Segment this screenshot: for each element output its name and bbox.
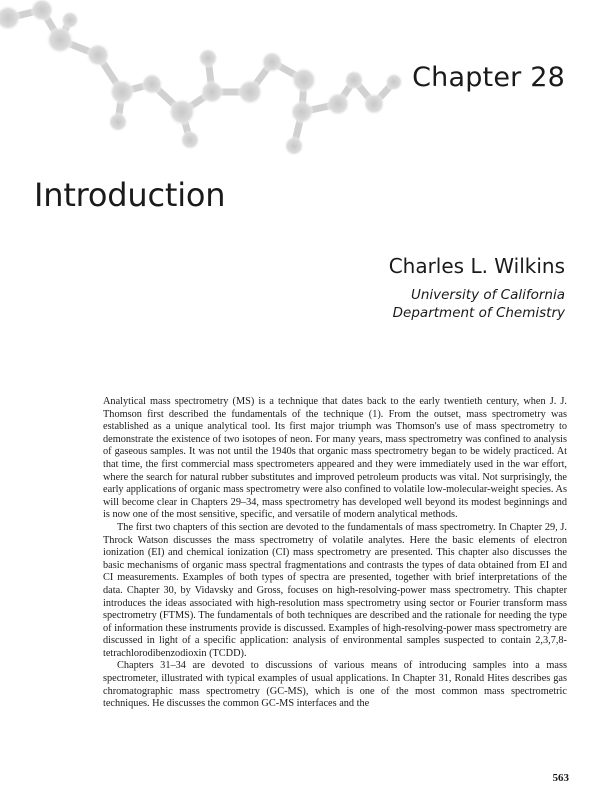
atom-nodes	[0, 0, 403, 156]
paragraph: The first two chapters of this section are devoted to the fundamentals of mass spectrometry. In Chapter 29, J. Throck Watson discusses the mass spectrometry of volatile analytes. Here the basic elements of electron ionization (EI) and chemical ionization (CI) mass spectrometry are presented. This chapter also discusses the basic mechanisms of organic mass spectral fragmentations and contrasts the types of data obtained from EI and CI measurements. Examples of both types of spectra are presented, together with brief interpretations of the data. Chapter 30, by Vidavsky and Gross, focuses on high-resolving-power mass spectrometry. This chapter introduces the ideas associated with high-resolution mass spectrometry using sector or Fourier transform mass spectrometry (FTMS). The fundamentals of both techniques are described and the rationale for needing the type of information these instruments provide is discussed. Examples of high-resolving-power mass spectrometry are discussed in light of a specific application: analysis of environmental samples suspected to contain 2,3,7,8-tetrachlorodibenzodioxin (TCDD).	[103, 521, 567, 659]
body-text	[103, 396, 567, 711]
author-affiliation-department: Department of Chemistry	[392, 305, 565, 321]
paragraph: Analytical mass spectrometry (MS) is a technique that dates back to the early twentieth century, when J. J. Thomson first described the fundamentals of the technique (1). From the outset, mass spectrometry was established as a unique analytical tool. Its first major triumph was Thomson's use of mass spectrometry to demonstrate the existence of two isotopes of neon. For many years, mass spectrometry was confined to analysis of gaseous samples. It was not until the 1940s that organic mass spectrometry began to be widely practiced. At that time, the first commercial mass spectrometers appeared and they were immediately used in the war effort, where the search for natural rubber substitutes and improved petroleum products was vital. Not surprisingly, the early applications of organic mass spectrometry were also confined to volatile low-molecular-weight species. As will become clear in Chapters 29–34, mass spectrometry has developed well beyond its modest beginnings and is now one of the most sensitive, specific, and versatile of modern analytical methods.	[103, 396, 567, 521]
page-number: 563	[552, 772, 569, 784]
paragraph: Chapters 31–34 are devoted to discussions of various means of introducing samples into a mass spectrometer, illustrated with typical examples of usual applications. In Chapter 31, Ronald Hites describes gas chromatographic mass spectrometry (GC-MS), which is one of the most common mass spectrometric techniques. He discusses the common GC-MS interfaces and the	[103, 660, 567, 710]
chapter-label: Chapter 28	[412, 62, 565, 93]
author-name: Charles L. Wilkins	[388, 254, 565, 278]
author-affiliation-university: University of California	[410, 287, 565, 303]
page-title: Introduction	[34, 176, 226, 214]
